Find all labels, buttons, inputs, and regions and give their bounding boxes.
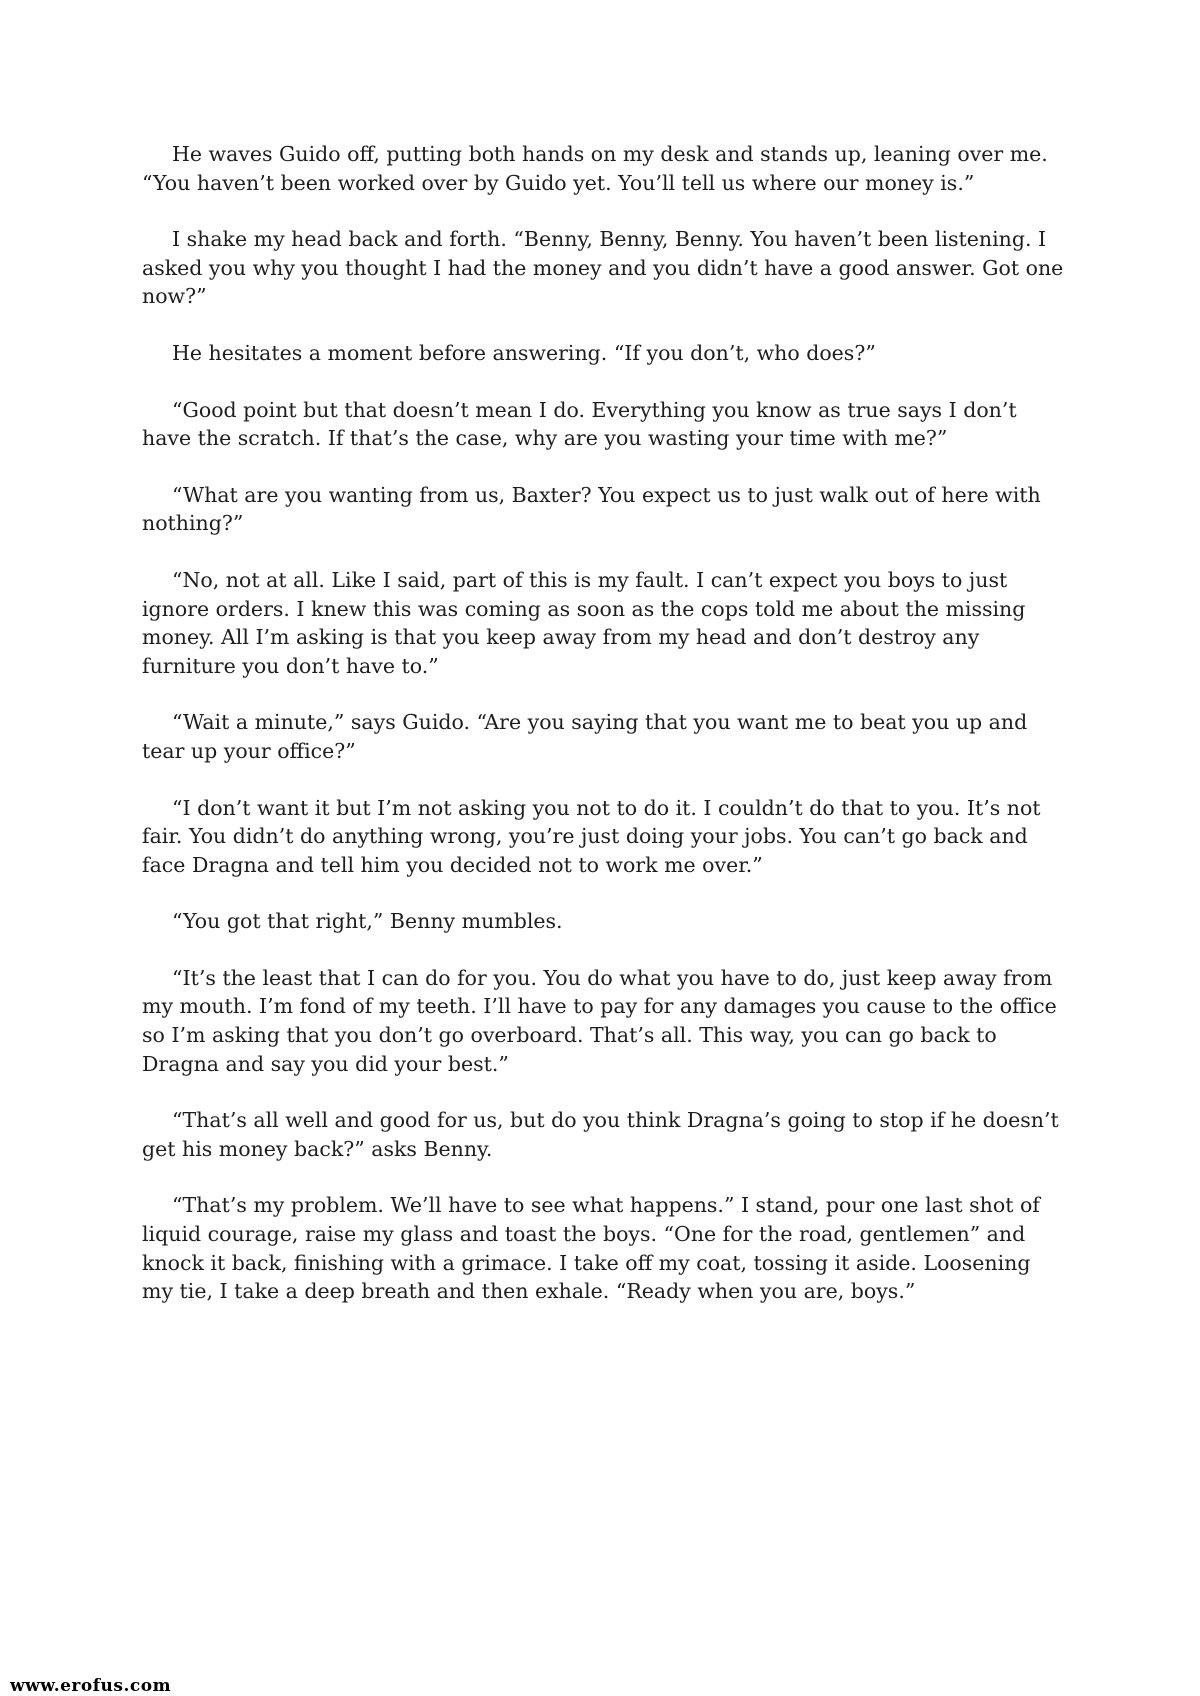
paragraph: “No, not at all. Like I said, part of this is my fault. I can’t expect you boys to just ignore orders. I knew this was coming as soon as the cops told me about the missing money. All I’m asking is that you keep away from my head and don’t destroy any furniture you don’t have to.”: [142, 567, 1026, 678]
story-text: [142, 140, 1067, 1334]
paragraph: “What are you wanting from us, Baxter? You expect us to just walk out of here with nothing?”: [142, 482, 1041, 536]
paragraph: “It’s the least that I can do for you. You do what you have to do, just keep away from my mouth. I’m fond of my teeth. I’ll have to pay for any damages you cause to the office so I’m asking that you don’t go overboard. That’s all. This way, you can go back to Dragna and say you did your best.”: [142, 965, 1057, 1076]
paragraph: I shake my head back and forth. “Benny, Benny, Benny. You haven’t been listening. I asked you why you thought I had the money and you didn’t have a good answer. Got one now?”: [142, 227, 1064, 309]
paragraph: He waves Guido off, putting both hands on my desk and stands up, leaning over me. “You haven’t been worked over by Guido yet. You’ll tell us where our money is.”: [142, 142, 1048, 195]
paragraph: “That’s my problem. We’ll have to see what happens.” I stand, pour one last shot of liquid courage, raise my glass and toast the boys. “One for the road, gentlemen” and knock it back, finishing with a grimace. I take off my coat, tossing it aside. Loosening my tie, I take a deep breath and then exhale. “Ready when you are, boys.”: [142, 1193, 1040, 1304]
paragraph: “You got that right,” Benny mumbles.: [172, 909, 563, 934]
paragraph: “Wait a minute,” says Guido. “Are you saying that you want me to beat you up and tear up your office?”: [142, 710, 1028, 763]
paragraph: “I don’t want it but I’m not asking you not to do it. I couldn’t do that to you. It’s not fair. You didn’t do anything wrong, you’re just doing your jobs. You can’t go back and face Dragna and tell him you decided not to work me over.”: [142, 795, 1041, 877]
watermark: www.erofus.com: [0, 1676, 232, 1696]
paragraph: “Good point but that doesn’t mean I do. Everything you know as true says I don’t have the scratch. If that’s the case, why are you wasting your time with me?”: [142, 397, 1017, 451]
paragraph: “That’s all well and good for us, but do you think Dragna’s going to stop if he doesn’t get his money back?” asks Benny.: [142, 1108, 1059, 1161]
paragraph: He hesitates a moment before answering. “If you don’t, who does?”: [172, 340, 876, 365]
